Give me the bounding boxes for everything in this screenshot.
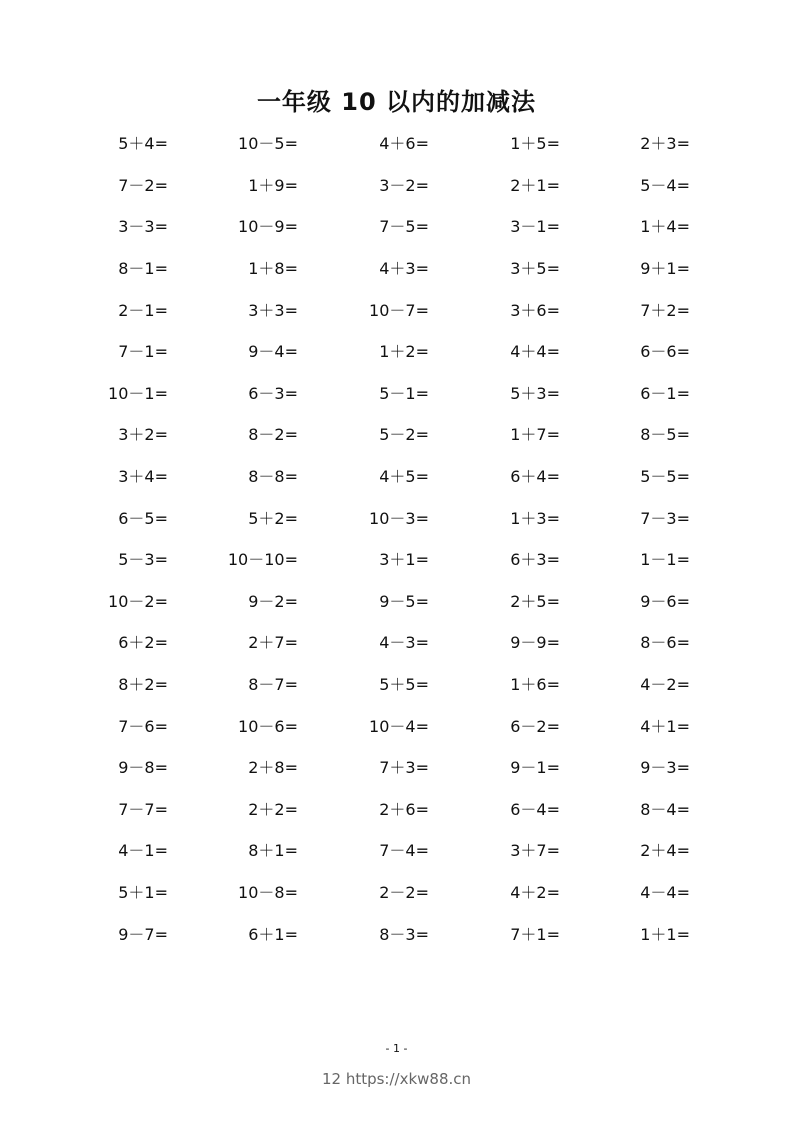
math-problem: 2＋6= xyxy=(379,799,429,819)
math-problem: 2－2= xyxy=(379,882,429,902)
math-problem: 10－2= xyxy=(108,591,168,611)
math-problem: 2＋8= xyxy=(248,758,298,778)
math-problem: 7＋2= xyxy=(640,300,690,320)
math-problem: 9－7= xyxy=(118,924,168,944)
math-problem: 8＋1= xyxy=(248,841,298,861)
math-problem: 1＋4= xyxy=(640,217,690,237)
math-problem: 10－6= xyxy=(238,716,298,736)
math-problem: 7－7= xyxy=(118,799,168,819)
math-problem: 9－6= xyxy=(640,591,690,611)
math-problem: 2＋1= xyxy=(510,175,560,195)
math-problem: 3－1= xyxy=(510,217,560,237)
math-problem: 1＋5= xyxy=(510,134,560,154)
math-problem: 4－2= xyxy=(640,675,690,695)
math-problem: 3＋2= xyxy=(118,425,168,445)
math-problem: 5－5= xyxy=(640,467,690,487)
math-problem: 8－2= xyxy=(248,425,298,445)
math-problem: 7＋3= xyxy=(379,758,429,778)
math-problem: 7－6= xyxy=(118,716,168,736)
math-problem: 9＋1= xyxy=(640,259,690,279)
math-problem: 8－7= xyxy=(248,675,298,695)
math-problem: 5＋1= xyxy=(118,882,168,902)
math-problem: 10－3= xyxy=(369,508,429,528)
math-problem: 4＋3= xyxy=(379,259,429,279)
math-problem: 4＋1= xyxy=(640,716,690,736)
math-problem: 6＋3= xyxy=(510,550,560,570)
math-problem: 7－3= xyxy=(640,508,690,528)
math-problem: 5＋2= xyxy=(248,508,298,528)
math-problem: 10－7= xyxy=(369,300,429,320)
math-problem: 9－3= xyxy=(640,758,690,778)
math-problem: 2＋3= xyxy=(640,134,690,154)
math-problem: 8－3= xyxy=(379,924,429,944)
math-problem: 5－4= xyxy=(640,175,690,195)
math-problem: 8－8= xyxy=(248,467,298,487)
math-problem: 4－3= xyxy=(379,633,429,653)
math-problem: 6＋4= xyxy=(510,467,560,487)
math-problem: 6－4= xyxy=(510,799,560,819)
math-problem: 3＋1= xyxy=(379,550,429,570)
math-problem: 9－5= xyxy=(379,591,429,611)
math-problem: 8－6= xyxy=(640,633,690,653)
math-problem: 2＋5= xyxy=(510,591,560,611)
math-problem: 2＋2= xyxy=(248,799,298,819)
footer-url: 12 https://xkw88.cn xyxy=(321,1070,472,1088)
math-problem: 4＋6= xyxy=(379,134,429,154)
math-problem: 9－2= xyxy=(248,591,298,611)
math-problem: 4＋5= xyxy=(379,467,429,487)
math-problem: 1＋2= xyxy=(379,342,429,362)
math-problem: 1＋9= xyxy=(248,175,298,195)
math-problem: 4－4= xyxy=(640,882,690,902)
math-problem: 7－2= xyxy=(118,175,168,195)
math-problem: 6－5= xyxy=(118,508,168,528)
math-problem: 7＋1= xyxy=(510,924,560,944)
math-problem: 6－6= xyxy=(640,342,690,362)
page-title: 一年级 10 以内的加减法 xyxy=(256,88,537,116)
math-problem: 9－4= xyxy=(248,342,298,362)
math-problem: 5－2= xyxy=(379,425,429,445)
math-problem: 2＋7= xyxy=(248,633,298,653)
math-problem: 5＋3= xyxy=(510,383,560,403)
page-number: - 1 - xyxy=(385,1042,408,1055)
math-problem: 7－5= xyxy=(379,217,429,237)
math-problem: 8＋2= xyxy=(118,675,168,695)
math-problem: 9－1= xyxy=(510,758,560,778)
math-problem: 3＋4= xyxy=(118,467,168,487)
math-problem: 7－1= xyxy=(118,342,168,362)
math-problem: 3－3= xyxy=(118,217,168,237)
math-problem: 6－1= xyxy=(640,383,690,403)
math-problem: 8－5= xyxy=(640,425,690,445)
math-problem: 1＋8= xyxy=(248,259,298,279)
math-problem: 2＋4= xyxy=(640,841,690,861)
math-problem: 8－4= xyxy=(640,799,690,819)
math-problem: 3＋7= xyxy=(510,841,560,861)
math-problem: 5＋4= xyxy=(118,134,168,154)
math-problem: 5－1= xyxy=(379,383,429,403)
math-problem: 1＋7= xyxy=(510,425,560,445)
math-problem: 3＋3= xyxy=(248,300,298,320)
math-problem: 6－2= xyxy=(510,716,560,736)
math-problem: 10－4= xyxy=(369,716,429,736)
math-problem: 10－8= xyxy=(238,882,298,902)
math-problem: 1－1= xyxy=(640,550,690,570)
math-problem: 9－9= xyxy=(510,633,560,653)
math-problem: 1＋3= xyxy=(510,508,560,528)
math-problem: 3－2= xyxy=(379,175,429,195)
math-problem: 2－1= xyxy=(118,300,168,320)
math-problem: 3＋6= xyxy=(510,300,560,320)
math-problem: 5＋5= xyxy=(379,675,429,695)
math-problem: 6＋1= xyxy=(248,924,298,944)
math-problem: 4＋2= xyxy=(510,882,560,902)
math-problem: 1＋1= xyxy=(640,924,690,944)
math-problem: 4－1= xyxy=(118,841,168,861)
math-problem: 9－8= xyxy=(118,758,168,778)
math-problem: 7－4= xyxy=(379,841,429,861)
math-problem: 1＋6= xyxy=(510,675,560,695)
math-problem: 3＋5= xyxy=(510,259,560,279)
math-problem: 10－10= xyxy=(227,550,298,570)
math-problem: 8－1= xyxy=(118,259,168,279)
problem-grid xyxy=(0,122,793,954)
math-problem: 5－3= xyxy=(118,550,168,570)
math-problem: 10－1= xyxy=(108,383,168,403)
math-problem: 4＋4= xyxy=(510,342,560,362)
math-problem: 6＋2= xyxy=(118,633,168,653)
math-problem: 10－9= xyxy=(238,217,298,237)
math-problem: 6－3= xyxy=(248,383,298,403)
math-problem: 10－5= xyxy=(238,134,298,154)
